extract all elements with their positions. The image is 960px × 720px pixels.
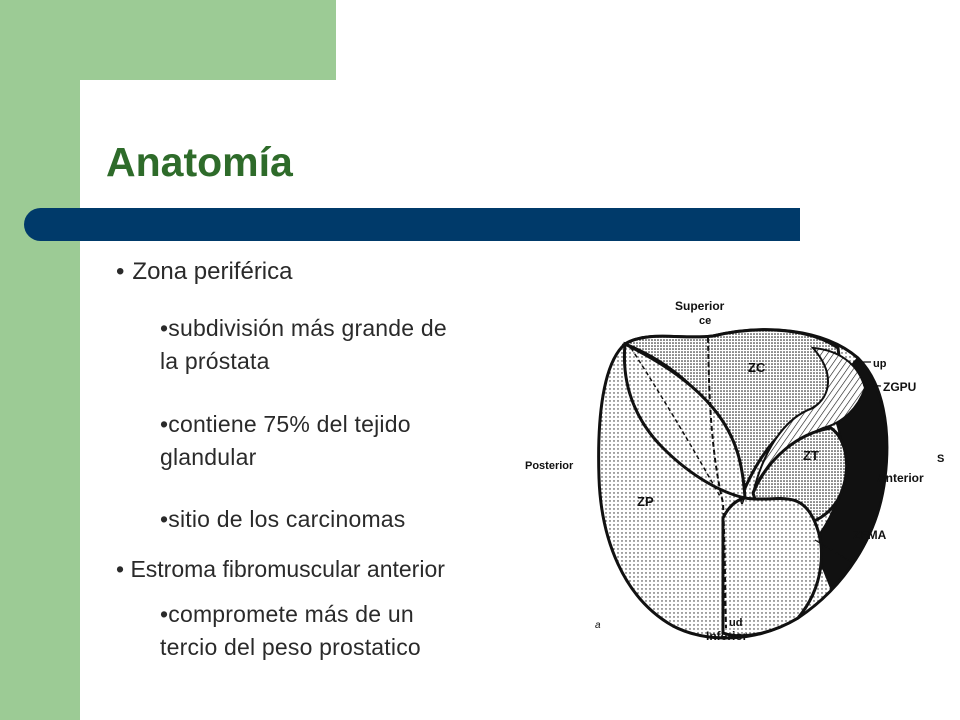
label-s: S (937, 453, 945, 465)
sub-bullet-tejido (160, 408, 411, 475)
bullet-estroma-label: Estroma fibromuscular anterior (130, 556, 445, 582)
sub-bullet-subdivision (160, 312, 447, 379)
label-up: up (873, 358, 887, 370)
sub-bullet-line: la próstata (160, 348, 270, 375)
bullet-zona-periferica (116, 255, 292, 290)
label-zt: ZT (803, 448, 819, 463)
bullet-dot: • (116, 258, 125, 285)
label-superior: Superior (675, 299, 725, 313)
sub-bullet-line: •subdivisión más grande de (160, 315, 447, 341)
label-ud: ud (729, 617, 743, 629)
bullet-dot: • (116, 556, 131, 582)
sub-bullet-line: glandular (160, 444, 257, 471)
label-zfma: ZFMA (853, 528, 887, 542)
sub-bullet-carcinomas: •sitio de los carcinomas (160, 506, 406, 532)
sub-bullet-line: •contiene 75% del tejido (160, 411, 411, 437)
label-inferior: Inferior (706, 629, 748, 643)
label-zp: ZP (637, 494, 654, 509)
label-ce: ce (699, 315, 712, 327)
label-anterior: Anterior (877, 471, 924, 485)
label-v: v (739, 495, 746, 507)
label-zc: ZC (748, 360, 766, 375)
sub-bullet-line: tercio del peso prostatico (160, 634, 421, 661)
slide-title: Anatomía (106, 139, 293, 185)
label-posterior: Posterior (525, 460, 574, 472)
label-zgpu: ZGPU (883, 380, 917, 394)
prostate-zones-diagram (513, 288, 960, 660)
sub-bullet-peso (160, 598, 421, 665)
sub-bullet-line: •compromete más de un (160, 601, 414, 627)
label-a: a (595, 620, 601, 631)
bullet-zona-label: Zona periférica (132, 258, 293, 285)
bullet-estroma (116, 553, 445, 586)
zp-lower-lobe (723, 498, 821, 636)
